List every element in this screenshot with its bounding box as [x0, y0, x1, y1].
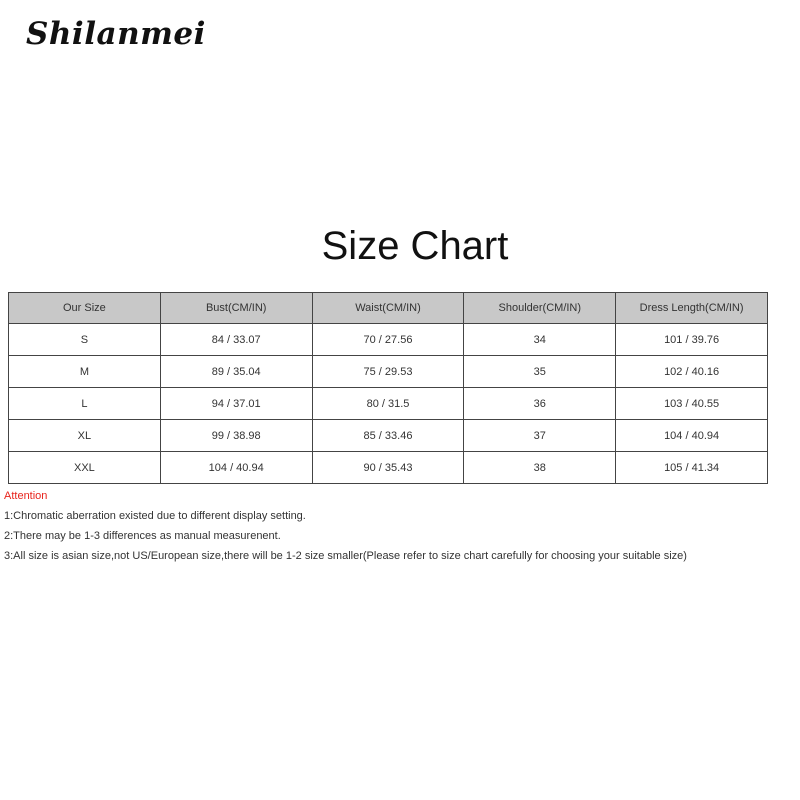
table-cell: 70 / 27.56 [312, 324, 464, 356]
header-shoulder: Shoulder(CM/IN) [464, 293, 616, 324]
table-cell: XL [9, 420, 161, 452]
table-cell: 99 / 38.98 [160, 420, 312, 452]
table-cell: 35 [464, 356, 616, 388]
table-cell: L [9, 388, 161, 420]
table-cell: 101 / 39.76 [616, 324, 768, 356]
table-cell: S [9, 324, 161, 356]
note-line-2: 2:There may be 1-3 differences as manual measurenent. [4, 530, 281, 542]
table-cell: 105 / 41.34 [616, 452, 768, 484]
table-cell: 38 [464, 452, 616, 484]
table-cell: 36 [464, 388, 616, 420]
size-table [8, 292, 768, 484]
notes-section [4, 489, 687, 569]
table-cell: 94 / 37.01 [160, 388, 312, 420]
header-waist: Waist(CM/IN) [312, 293, 464, 324]
header-our-size: Our Size [9, 293, 161, 324]
table-row [9, 356, 768, 388]
header-dress-length: Dress Length(CM/IN) [616, 293, 768, 324]
table-header-row [9, 293, 768, 324]
table-cell: 85 / 33.46 [312, 420, 464, 452]
note-line-1: 1:Chromatic aberration existed due to different display setting. [4, 510, 306, 522]
attention-label: Attention [4, 490, 48, 502]
table-cell: 90 / 35.43 [312, 452, 464, 484]
table-row [9, 324, 768, 356]
table-cell: 89 / 35.04 [160, 356, 312, 388]
brand-logo: Shilanmei [26, 16, 206, 52]
table-cell: XXL [9, 452, 161, 484]
table-cell: 34 [464, 324, 616, 356]
table-row [9, 452, 768, 484]
table-row [9, 388, 768, 420]
table-cell: 102 / 40.16 [616, 356, 768, 388]
table-cell: 37 [464, 420, 616, 452]
table-row [9, 420, 768, 452]
header-bust: Bust(CM/IN) [160, 293, 312, 324]
note-line-3: 3:All size is asian size,not US/European size,there will be 1-2 size smaller(Please refer to size chart carefully for choosing your suitable size) [4, 550, 687, 562]
table-cell: 104 / 40.94 [616, 420, 768, 452]
page-title: Size Chart [321, 224, 509, 268]
table-cell: 103 / 40.55 [616, 388, 768, 420]
table-cell: M [9, 356, 161, 388]
table-cell: 80 / 31.5 [312, 388, 464, 420]
table-cell: 104 / 40.94 [160, 452, 312, 484]
table-cell: 84 / 33.07 [160, 324, 312, 356]
table-cell: 75 / 29.53 [312, 356, 464, 388]
